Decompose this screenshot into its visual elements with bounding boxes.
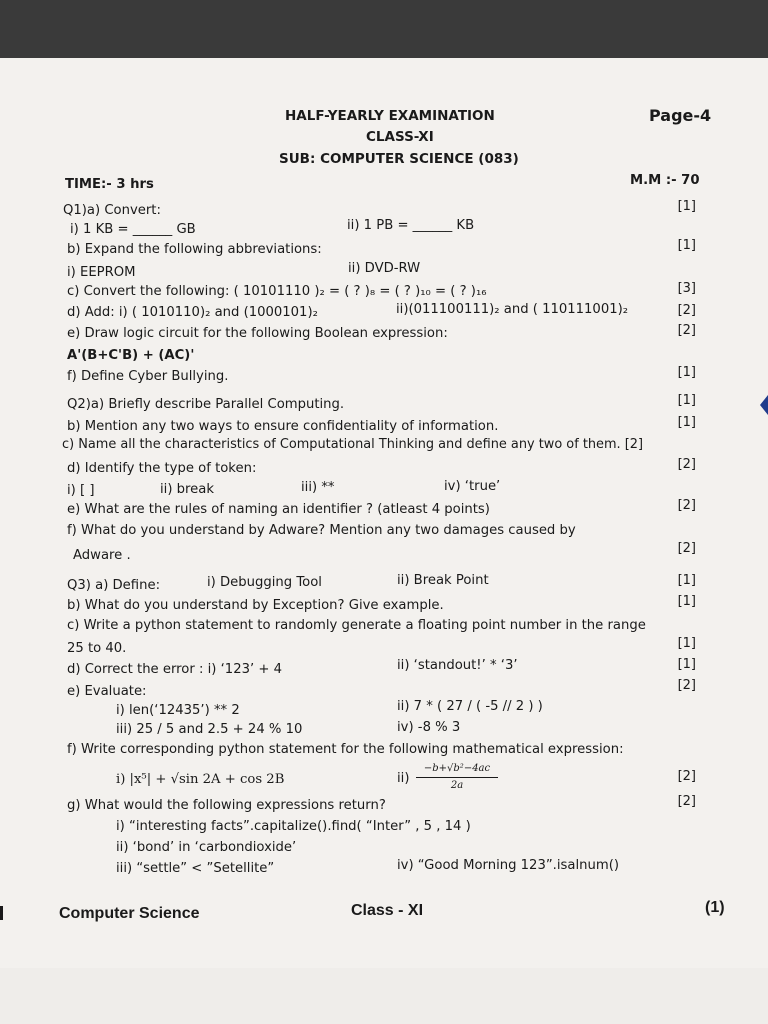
q3g-iv: iv) “Good Morning 123”.isalnum() <box>397 858 619 873</box>
q1a-i: i) 1 KB = ______ GB <box>70 222 196 237</box>
q1e: e) Draw logic circuit for the following Boolean expression: <box>67 326 448 341</box>
q2d-i: i) [ ] <box>67 483 95 498</box>
q3f-marks: [2] <box>677 769 696 784</box>
q1f-marks: [1] <box>677 365 696 380</box>
q2d-ii: ii) break <box>160 482 214 497</box>
q2d-iv: iv) ‘true’ <box>444 479 501 494</box>
q3b-marks: [1] <box>677 594 696 609</box>
q3e-ii: ii) 7 * ( 27 / ( -5 // 2 ) ) <box>397 699 543 714</box>
q2c: c) Name all the characteristics of Computational Thinking and define any two of them. [2] <box>62 437 643 452</box>
class-label: CLASS-XI <box>366 129 434 145</box>
q1a-ii: ii) 1 PB = ______ KB <box>347 218 475 233</box>
q1e-marks: [2] <box>677 323 696 338</box>
q1d: d) Add: i) ( 1010110)₂ and (1000101)₂ <box>67 305 318 320</box>
q2f-marks: [2] <box>677 541 696 556</box>
q1b-ii: ii) DVD-RW <box>348 261 421 276</box>
q2e-marks: [2] <box>677 498 696 513</box>
q3g-ii: ii) ‘bond’ in ‘carbondioxide’ <box>116 840 297 855</box>
exam-title: HALF-YEARLY EXAMINATION <box>285 108 495 124</box>
q1b: b) Expand the following abbreviations: <box>67 242 322 257</box>
q2a: Q2)a) Briefly describe Parallel Computing. <box>67 397 345 412</box>
q3b: b) What do you understand by Exception? Give example. <box>67 598 444 613</box>
q1c-marks: [3] <box>677 281 696 296</box>
q3a-i: i) Debugging Tool <box>207 575 322 590</box>
q3e-marks: [2] <box>677 678 696 693</box>
q3d-marks: [1] <box>677 657 696 672</box>
q2b-marks: [1] <box>677 415 696 430</box>
q1d-marks: [2] <box>677 303 696 318</box>
blue-clip-edge <box>760 395 768 415</box>
q3f-ii-denominator: 2a <box>450 780 464 791</box>
q3e-iii: iii) 25 / 5 and 2.5 + 24 % 10 <box>116 722 303 737</box>
q2d-marks: [2] <box>677 457 696 472</box>
q3e-iv: iv) -8 % 3 <box>397 720 461 735</box>
q2b: b) Mention any two ways to ensure confidentiality of information. <box>67 419 499 434</box>
q1b-marks: [1] <box>677 238 696 253</box>
footer-class: Class - XI <box>351 902 424 919</box>
page-number: Page-4 <box>649 106 712 125</box>
q2e: e) What are the rules of naming an identifier ? (atleast 4 points) <box>67 502 490 517</box>
q3g-iii: iii) “settle” < ”Setellite” <box>116 861 275 876</box>
footer-subject: Computer Science <box>59 905 200 922</box>
q3f-ii-label: ii) <box>397 771 410 786</box>
max-marks: M.M :- 70 <box>630 173 700 188</box>
edge-tick <box>0 906 3 920</box>
q2d: d) Identify the type of token: <box>67 461 257 476</box>
q3g-marks: [2] <box>677 794 696 809</box>
q3c: c) Write a python statement to randomly generate a floating point number in the range <box>67 618 646 633</box>
q3g: g) What would the following expressions return? <box>67 798 386 813</box>
q3f: f) Write corresponding python statement for the following mathematical expression: <box>67 742 624 757</box>
sheet-lower-margin <box>0 968 768 1024</box>
q2f: f) What do you understand by Adware? Mention any two damages caused by <box>67 523 576 538</box>
q3g-i: i) “interesting facts”.capitalize().find( “Inter” , 5 , 14 ) <box>116 819 471 834</box>
q3a-ii: ii) Break Point <box>397 573 489 588</box>
q1a-marks: [1] <box>677 199 696 214</box>
q3f-i: i) |x⁵| + √sin 2A + cos 2B <box>116 772 285 787</box>
q2f-continued: Adware . <box>73 548 131 563</box>
q3c-marks: [1] <box>677 636 696 651</box>
fraction-bar <box>416 777 498 778</box>
subject-label: SUB: COMPUTER SCIENCE (083) <box>279 151 519 167</box>
q3d-ii: ii) ‘standout!’ * ‘3’ <box>397 658 518 673</box>
q3c-continued: 25 to 40. <box>67 641 127 656</box>
q1f: f) Define Cyber Bullying. <box>67 369 229 384</box>
q3d: d) Correct the error : i) ‘123’ + 4 <box>67 662 282 677</box>
q3e-i: i) len(‘12435’) ** 2 <box>116 703 240 718</box>
q3f-ii-numerator: −b+√b²−4ac <box>423 763 491 774</box>
q3a-marks: [1] <box>677 573 696 588</box>
q1e-expression: A'(B+C'B) + (AC)' <box>67 348 195 363</box>
q2d-iii: iii) ** <box>301 480 335 495</box>
time-label: TIME:- 3 hrs <box>65 177 154 192</box>
q3e: e) Evaluate: <box>67 684 147 699</box>
q2a-marks: [1] <box>677 393 696 408</box>
q1b-i: i) EEPROM <box>67 265 136 280</box>
q1a: Q1)a) Convert: <box>63 203 161 218</box>
footer-page: (1) <box>705 899 725 916</box>
q1d-ii: ii)(011100111)₂ and ( 110111001)₂ <box>396 302 629 317</box>
q1c: c) Convert the following: ( 10101110 )₂ = ( ? )₈ = ( ? )₁₀ = ( ? )₁₆ <box>67 284 487 299</box>
q3a: Q3) a) Define: <box>67 578 161 593</box>
